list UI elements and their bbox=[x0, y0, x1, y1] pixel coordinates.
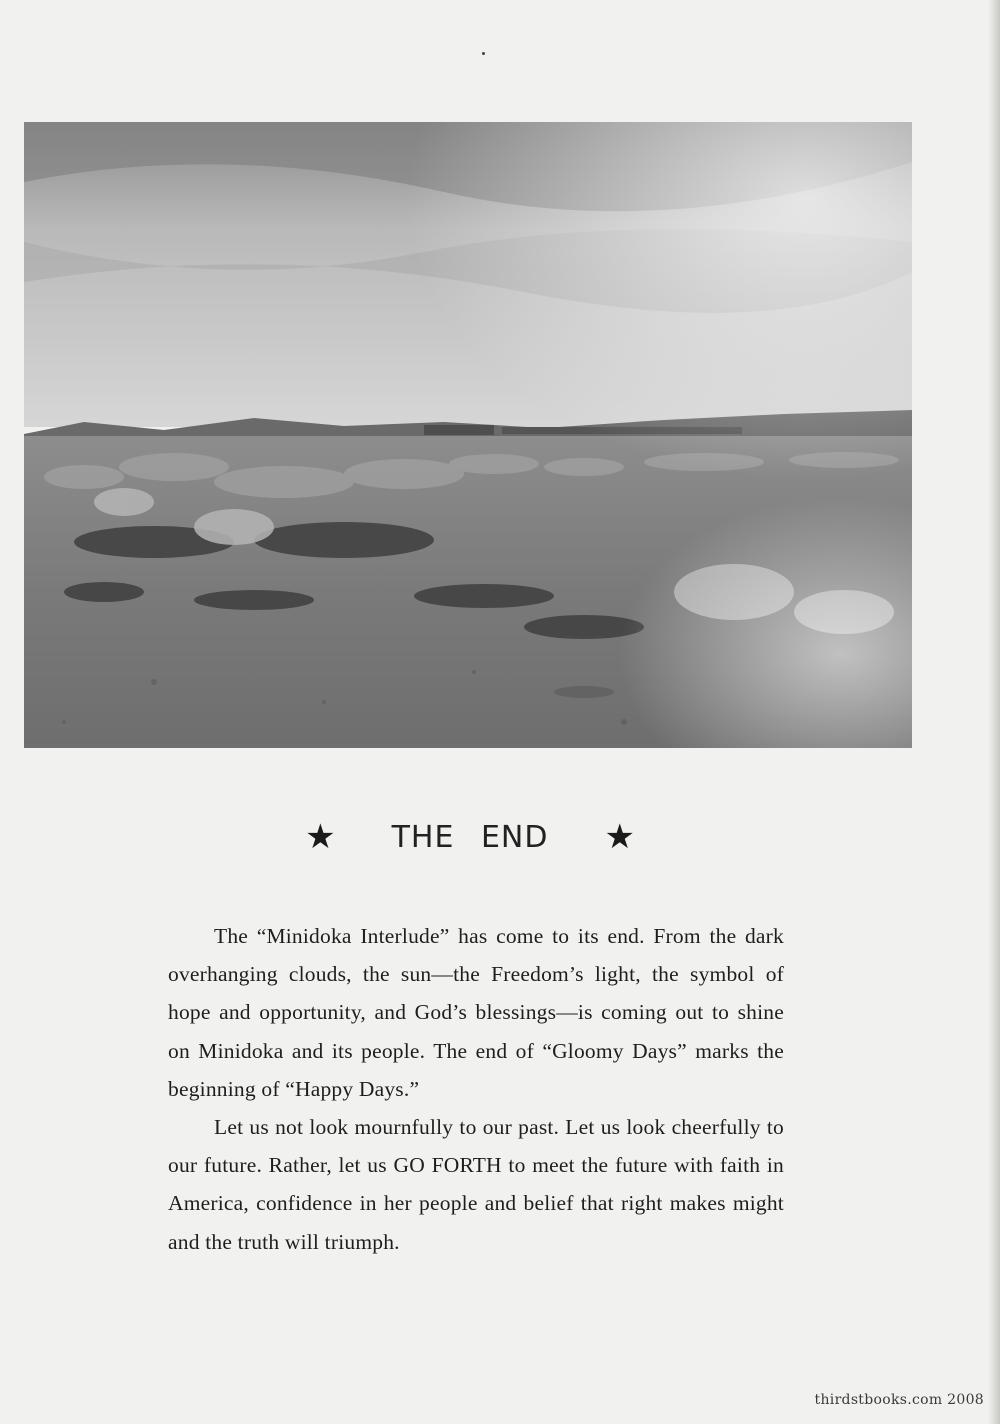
landscape-photo bbox=[24, 122, 912, 748]
end-heading bbox=[0, 812, 940, 862]
page-edge bbox=[988, 0, 1000, 1424]
page-title: THE END bbox=[391, 819, 549, 855]
paragraph-2: Let us not look mournfully to our past. Let us look cheerfully to our future. Rather, let us GO FORTH to meet the future with faith in America, confidence in her people and belief that right makes might and the truth will triumph. bbox=[168, 1115, 784, 1254]
print-speck bbox=[482, 52, 485, 55]
right-star-icon: ★ bbox=[604, 817, 635, 857]
left-star-icon: ★ bbox=[305, 817, 336, 857]
paragraph-1: The “Minidoka Interlude” has come to its end. From the dark overhanging clouds, the sun—the Freedom’s light, the symbol of hope and opportunity, and God’s blessings—is coming out to shine on Minidoka and its people. The end of “Gloomy Days” marks the beginning of “Happy Days.” bbox=[168, 924, 784, 1101]
closing-text bbox=[168, 917, 784, 1261]
watermark: thirdstbooks.com 2008 bbox=[814, 1392, 984, 1408]
